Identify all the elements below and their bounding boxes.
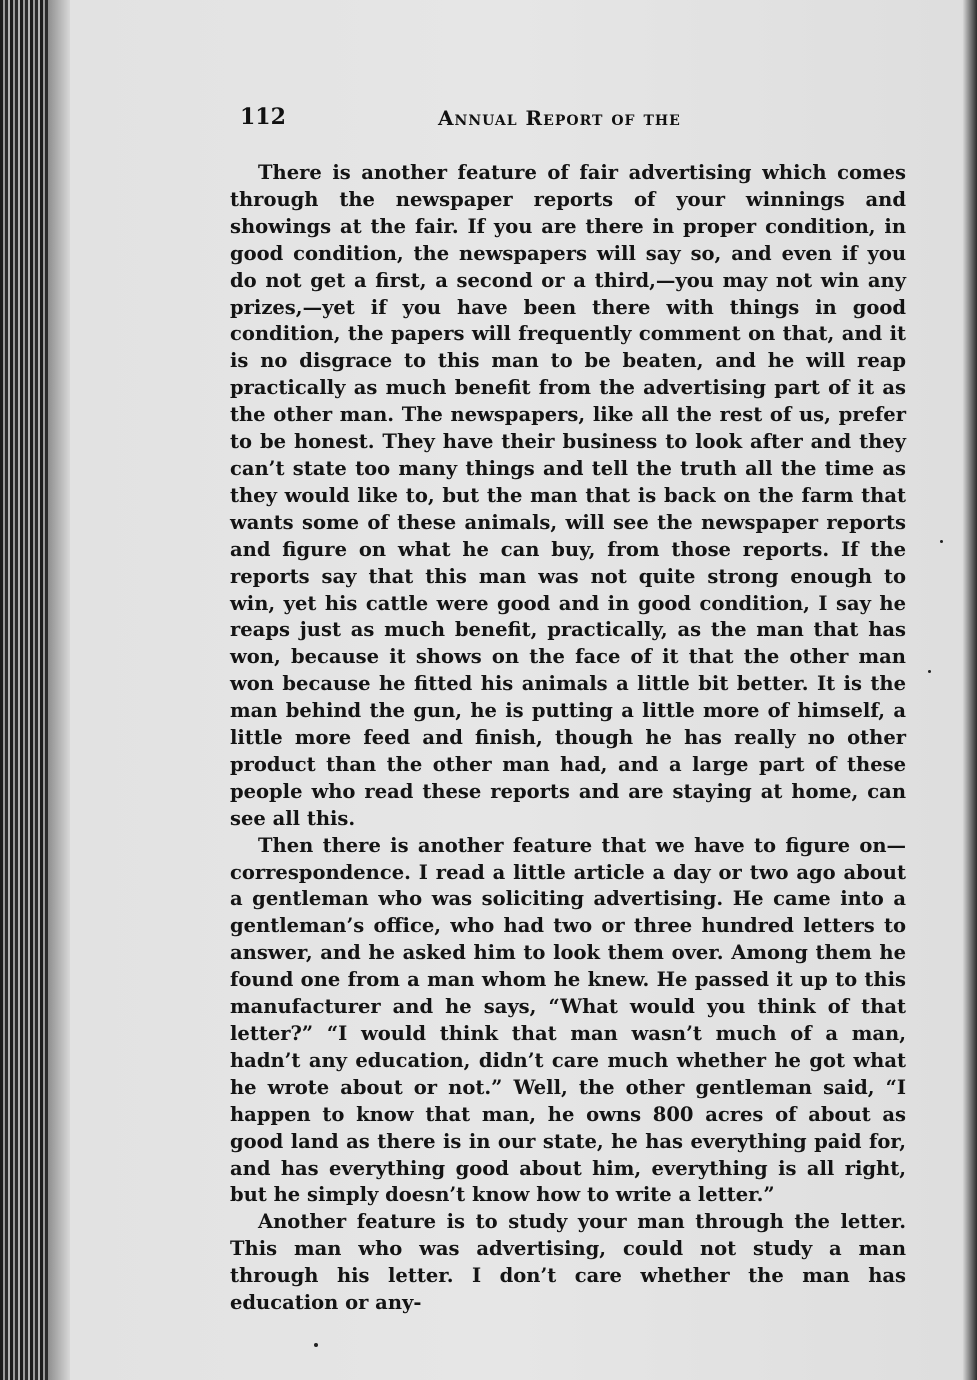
- body-text: [230, 160, 906, 1317]
- book-binding: [0, 0, 48, 1380]
- gutter-shadow: [48, 0, 70, 1380]
- running-title: Annual Report of the: [438, 106, 681, 130]
- running-head: [238, 104, 906, 138]
- ink-speck: [940, 540, 943, 543]
- paragraph-fair-advertising: There is another feature of fair advertising which comes through the newspaper reports of your winnings and showings at the fair. If you are there in proper condition, in good condition, the newspapers will say so, and even if you do not get a first, a second or a third,—you may not win any prizes,—yet if you have been there with things in good condition, the papers will frequently comment on that, and it is no disgrace to this man to be beaten, and he will reap practically as much benefit from the advertising part of it as the other man. The newspapers, like all the rest of us, prefer to be honest. They have their business to look after and they can’t state too many things and tell the truth all the time as they would like to, but the man that is back on the farm that wants some of these animals, will see the newspaper reports and figure on what he can buy, from those reports. If the reports say that this man was not quite strong enough to win, yet his cattle were good and in good condition, I say he reaps just as much benefit, practically, as the man that has won, because it shows on the face of it that the other man won because he fitted his animals a little bit better. It is the man behind the gun, he is putting a little more of himself, a little more feed and finish, though he has really no other product than the other man had, and a large part of these people who read these reports and are staying at home, can see all this.: [230, 161, 906, 830]
- ink-speck: [928, 670, 931, 673]
- page-number: 112: [240, 104, 286, 130]
- page-right-edge: [963, 0, 977, 1380]
- ink-speck: [314, 1343, 318, 1347]
- paragraph-study-letter: Another feature is to study your man through the letter. This man who was advertising, could not study a man through his letter. I don’t care whether the man has education or any-: [230, 1210, 906, 1315]
- paragraph-correspondence: Then there is another feature that we have to figure on—correspondence. I read a little article a day or two ago about a gentleman who was soliciting advertising. He came into a gentleman’s office, who had two or three hundred letters to answer, and he asked him to look them over. Among them he found one from a man whom he knew. He passed it up to this manufacturer and he says, “What would you think of that letter?” “I would think that man wasn’t much of a man, hadn’t any education, didn’t care much whether he got what he wrote about or not.” Well, the other gentleman said, “I happen to know that man, he owns 800 acres of about as good land as there is in our state, he has everything paid for, and has everything good about him, everything is all right, but he simply doesn’t know how to write a letter.”: [230, 833, 906, 1207]
